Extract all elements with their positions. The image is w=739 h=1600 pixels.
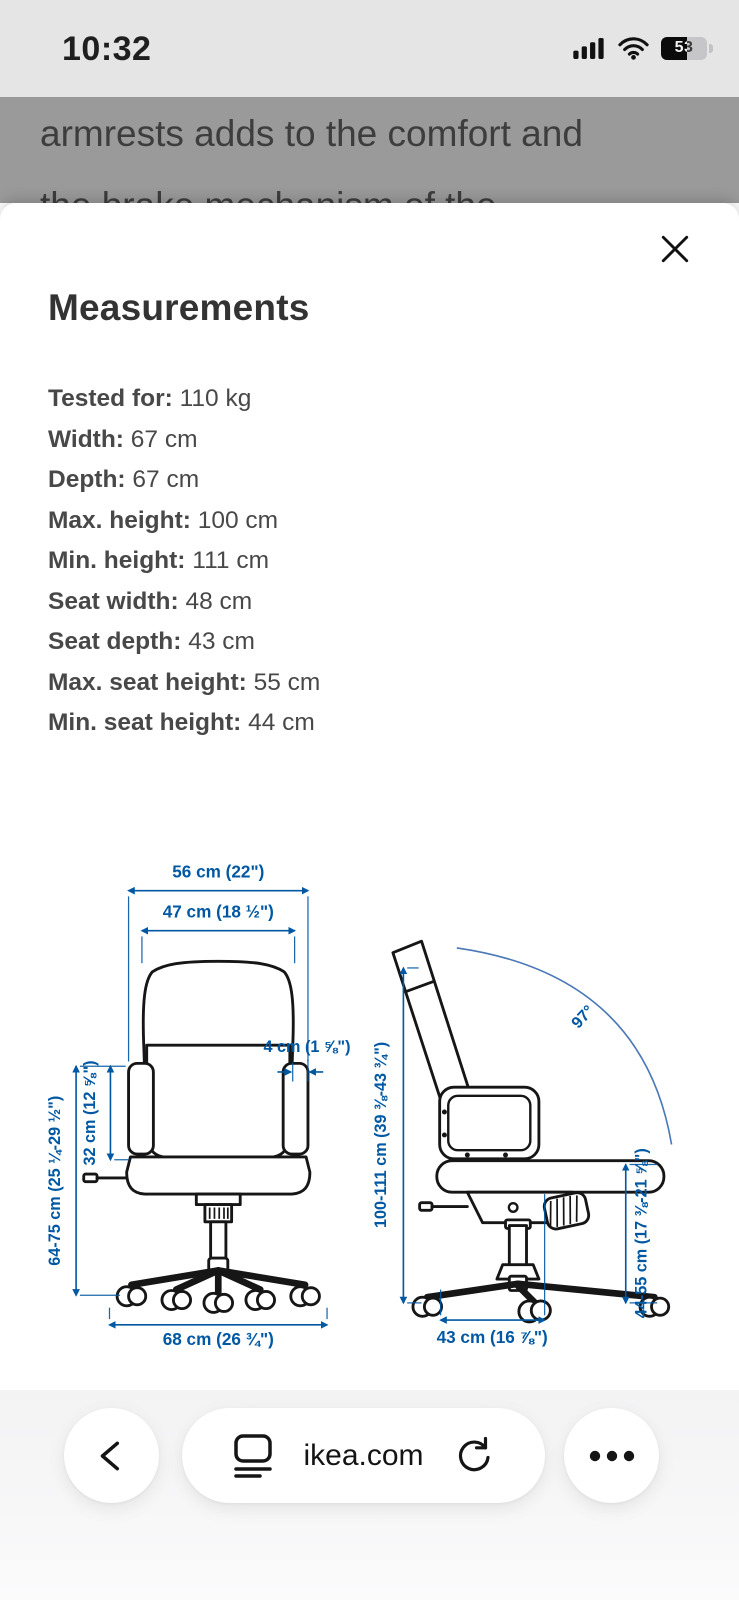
spec-label: Min. seat height:: [48, 709, 242, 736]
chair-front-view: [46, 861, 351, 1349]
spec-value: 100 cm: [197, 506, 279, 534]
spec-list: [48, 379, 320, 744]
reload-icon[interactable]: [454, 1435, 494, 1477]
clock-text: 10:32: [62, 30, 152, 68]
front-armrest-height-label: 64-75 cm (25 ¼-29 ½"): [45, 1095, 64, 1266]
spec-value: 111 cm: [192, 547, 269, 574]
spec-label: Max. height:: [48, 506, 191, 534]
reader-icon[interactable]: [233, 1432, 273, 1480]
spec-row: [48, 703, 320, 744]
spec-label: Max. seat height:: [48, 668, 247, 696]
spec-row: [48, 501, 320, 542]
side-seat-depth-label: 43 cm (16 ⅞"): [436, 1326, 548, 1347]
more-button[interactable]: [564, 1408, 659, 1503]
spec-value: 110 kg: [179, 385, 252, 412]
ellipsis-icon: [589, 1450, 635, 1462]
spec-value: 44 cm: [248, 709, 315, 736]
battery-percent-text: 53: [674, 39, 694, 56]
front-armrest-offset-label: 4 cm (1 ⅝"): [263, 1037, 351, 1056]
side-total-height-label: 100-111 cm (39 ⅜-43 ¾"): [372, 1041, 391, 1229]
close-icon: [659, 233, 691, 265]
spec-value: 67 cm: [132, 466, 200, 493]
spec-label: Min. height:: [48, 547, 186, 574]
spec-label: Width:: [48, 425, 124, 453]
back-button[interactable]: [64, 1408, 159, 1503]
status-icons: [572, 36, 713, 60]
browser-toolbar: [0, 1390, 739, 1600]
spec-value: 48 cm: [185, 587, 253, 615]
spec-row: [48, 420, 320, 461]
wifi-icon: [617, 36, 650, 60]
page-text-line: armrests adds to the comfort and: [40, 113, 583, 154]
spec-row: [48, 379, 320, 420]
spec-row: [48, 622, 320, 663]
spec-row: [48, 582, 320, 623]
close-button[interactable]: [655, 229, 695, 269]
side-seat-height-label: 44-55 cm (17 ⅜-21 ⅝"): [632, 1148, 651, 1319]
casters-side-view: [413, 1297, 669, 1322]
battery-icon: [661, 37, 713, 60]
url-text: ikea.com: [303, 1438, 424, 1472]
spec-value: 67 cm: [130, 425, 198, 453]
chevron-left-icon: [94, 1438, 130, 1474]
address-bar[interactable]: [182, 1408, 545, 1503]
spec-value: 55 cm: [253, 668, 321, 696]
chair-side-view: [372, 941, 671, 1347]
spec-label: Depth:: [48, 466, 126, 493]
cellular-signal-icon: [572, 37, 606, 60]
spec-value: 43 cm: [188, 628, 255, 655]
spec-label: Seat width:: [48, 587, 179, 615]
measurement-diagram: [36, 858, 704, 1347]
front-backrest-height-label: 32 cm (12 ⅝"): [81, 1060, 100, 1166]
front-base-width-label: 68 cm (26 ¾"): [162, 1328, 274, 1349]
side-backrest-angle-label: 97°: [568, 1001, 598, 1033]
spec-row: [48, 541, 320, 582]
page-title: Measurements: [48, 287, 310, 328]
spec-label: Seat depth:: [48, 628, 182, 655]
front-backrest-width-label: 47 cm (18 ½"): [162, 901, 274, 922]
spec-row: [48, 460, 320, 501]
spec-label: Tested for:: [48, 385, 173, 412]
spec-row: [48, 663, 320, 704]
front-overall-width-label: 56 cm (22"): [172, 861, 265, 882]
status-bar: [0, 0, 739, 97]
dimmed-page-background: [0, 97, 739, 203]
